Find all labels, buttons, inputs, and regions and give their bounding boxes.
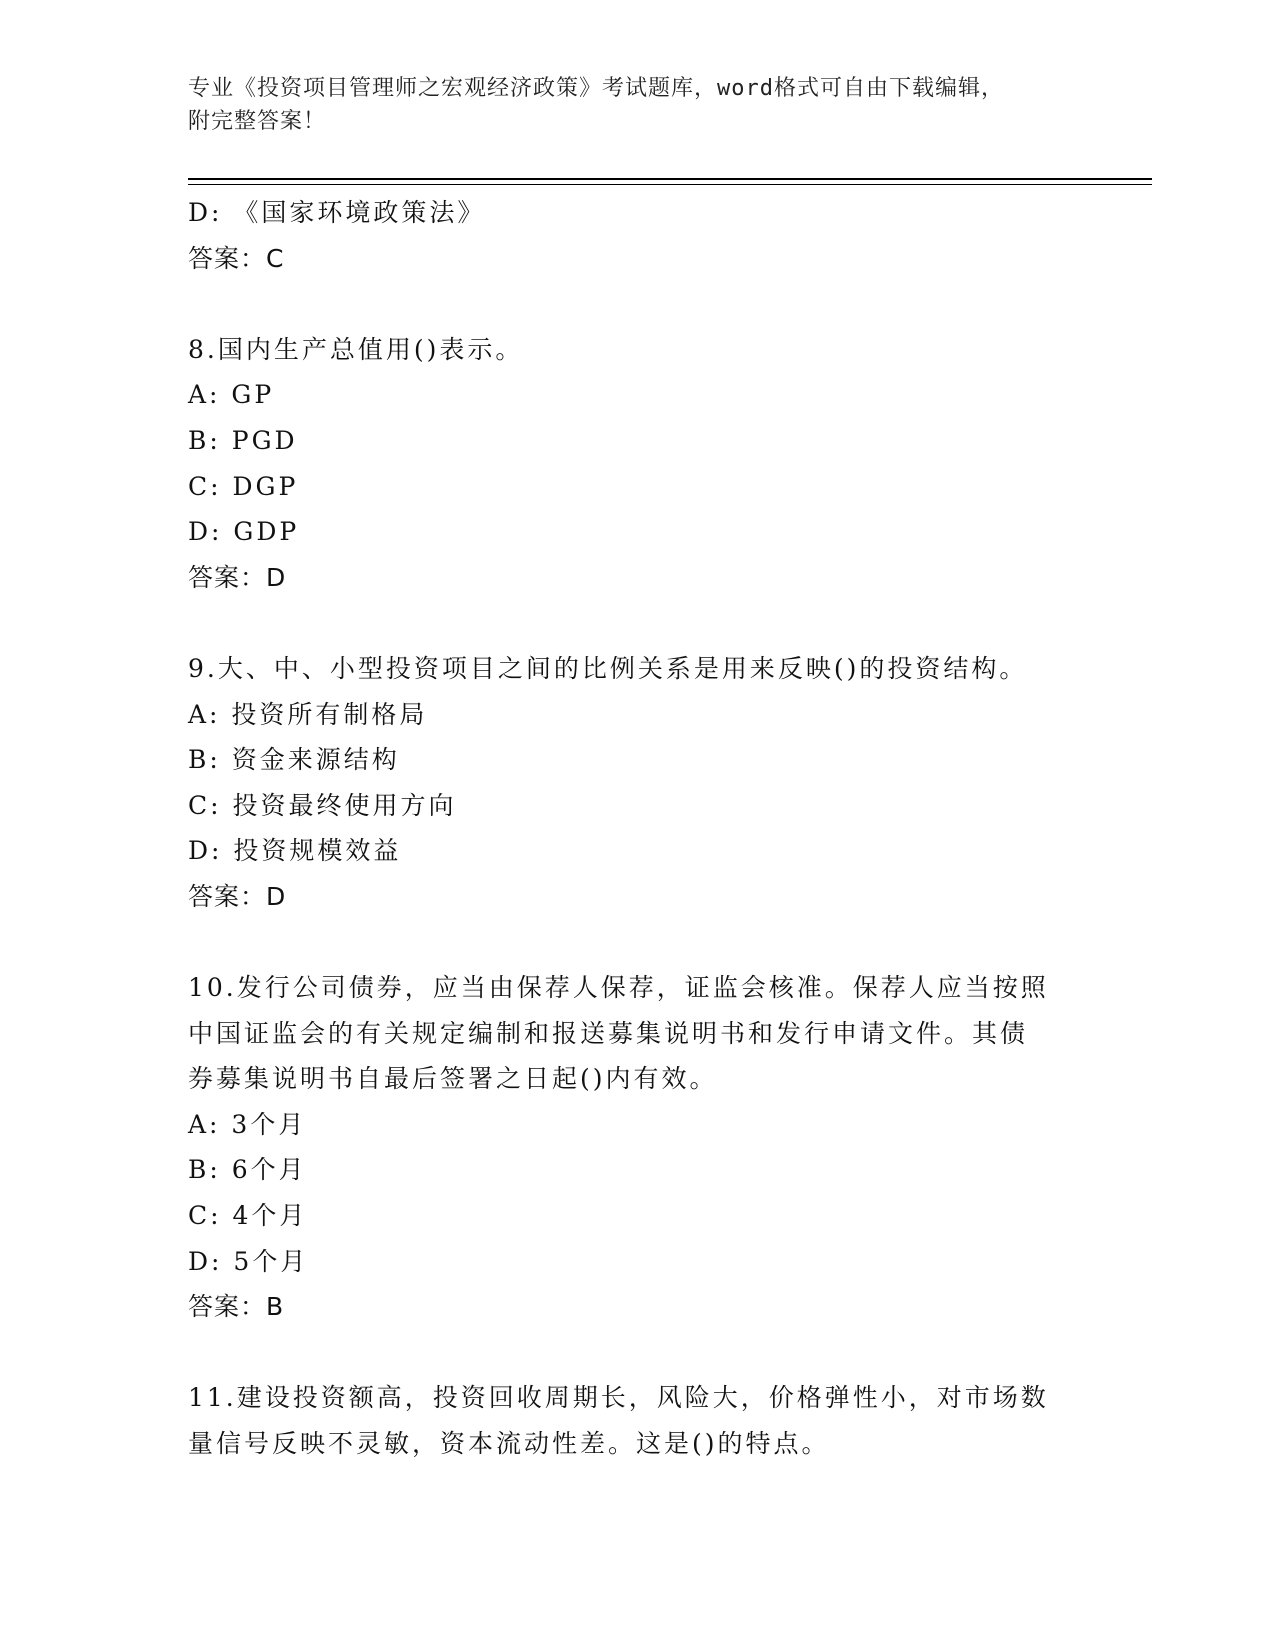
option-d: D: GDP: [188, 517, 300, 547]
spacer: [188, 281, 1088, 327]
option-c: C: 投资最终使用方向: [188, 790, 457, 820]
question-stem-line-2: 中国证监会的有关规定编制和报送募集说明书和发行申请文件。其债: [188, 1018, 1029, 1048]
spacer: [188, 920, 1088, 966]
question-stem: 8.国内生产总值用()表示。: [188, 334, 524, 364]
spacer: [188, 1330, 1088, 1376]
header-line-2: 附完整答案！: [188, 109, 327, 134]
option-d: D: 5个月: [188, 1246, 309, 1276]
answer-line: 答案：B: [188, 1292, 285, 1322]
question-11: [188, 1375, 1088, 1466]
question-stem-line-1: 11.建设投资额高，投资回收周期长，风险大，价格弹性小，对市场数: [188, 1383, 1049, 1413]
document-body: [188, 190, 1088, 1467]
option-a: A: GP: [188, 380, 275, 410]
header-line-1: 专业《投资项目管理师之宏观经济政策》考试题库，word格式可自由下载编辑，: [188, 76, 1004, 101]
question-stem-line-1: 10.发行公司债券，应当由保荐人保荐，证监会核准。保荐人应当按照: [188, 973, 1049, 1003]
option-c: C: DGP: [188, 471, 299, 501]
option-b: B: 6个月: [188, 1155, 307, 1185]
prev-question-tail: [188, 190, 1088, 281]
question-stem-line-2: 量信号反映不灵敏，资本流动性差。这是()的特点。: [188, 1429, 830, 1459]
answer-line: 答案：D: [188, 881, 287, 911]
spacer: [188, 600, 1088, 646]
answer-line: 答案：D: [188, 562, 287, 592]
answer-line: 答案：C: [188, 243, 285, 273]
document-header: [188, 72, 1088, 138]
question-10: [188, 965, 1088, 1330]
question-stem-line-3: 券募集说明书自最后签署之日起()内有效。: [188, 1064, 718, 1094]
option-b: B: 资金来源结构: [188, 745, 400, 775]
question-stem: 9.大、中、小型投资项目之间的比例关系是用来反映()的投资结构。: [188, 653, 1028, 683]
option-a: A: 3个月: [188, 1109, 307, 1139]
header-rule-top: [188, 178, 1152, 180]
question-8: [188, 327, 1088, 601]
header-rule-bottom: [188, 184, 1152, 185]
option-b: B: PGD: [188, 425, 298, 455]
option-d: D: 投资规模效益: [188, 836, 402, 866]
option-a: A: 投资所有制格局: [188, 699, 428, 729]
option-c: C: 4个月: [188, 1201, 308, 1231]
question-9: [188, 646, 1088, 920]
option-d: D: 《国家环境政策法》: [188, 198, 486, 227]
